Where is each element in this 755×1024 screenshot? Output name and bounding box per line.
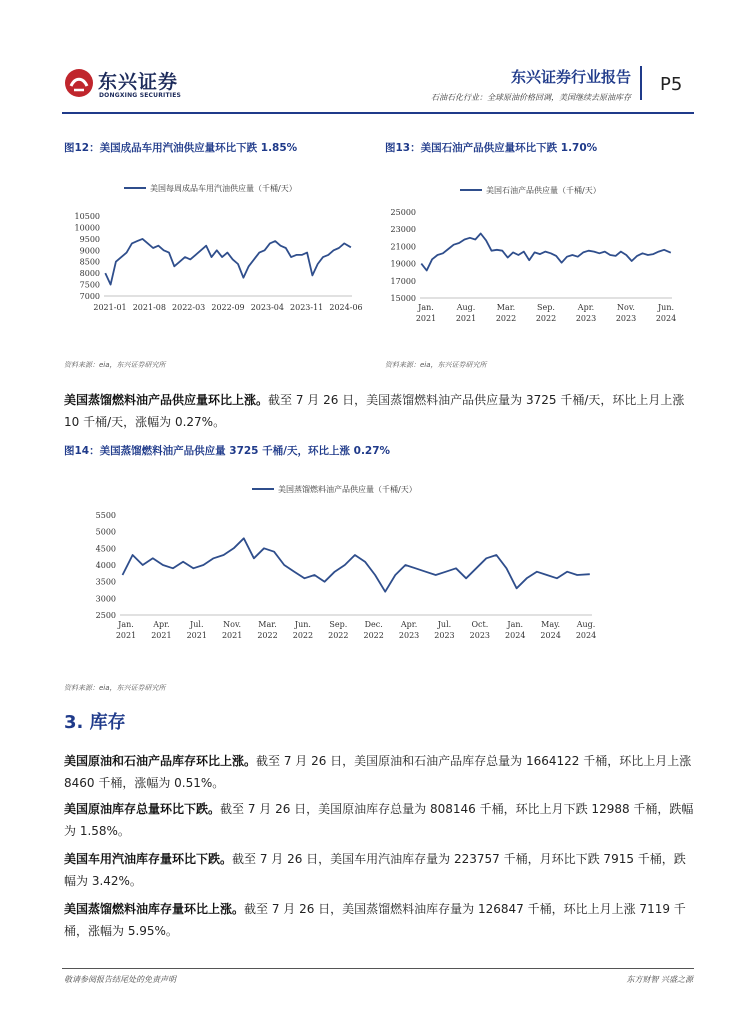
x-tick-label: 2022 <box>257 631 278 640</box>
y-tick-label: 21000 <box>390 242 416 252</box>
y-tick-label: 10000 <box>74 223 100 233</box>
series-line <box>105 239 351 285</box>
x-tick-label: 2021-01 <box>93 303 127 312</box>
y-tick-label: 2500 <box>95 611 116 620</box>
header-rule <box>62 112 694 114</box>
y-tick-label: 4500 <box>95 544 116 554</box>
x-tick-label: Aug. <box>576 620 596 629</box>
figure-12-caption: 图12：美国成品车用汽油供应量环比下跌 1.85% <box>64 142 298 154</box>
footer-disclaimer: 敬请参阅报告结尾处的免责声明 <box>64 975 176 984</box>
x-tick-label: Oct. <box>471 620 489 629</box>
figure-14-caption: 图14：美国蒸馏燃料油产品供应量 3725 千桶/天，环比上涨 0.27% <box>64 445 391 457</box>
x-tick-label: Jun. <box>657 303 675 312</box>
y-tick-label: 7500 <box>79 280 100 290</box>
y-tick-label: 5000 <box>95 527 116 537</box>
figure-12-chart <box>64 172 364 320</box>
y-tick-label: 9000 <box>79 246 100 256</box>
paragraph-body: 截至 7 月 26 日，美国原油库存总量为 808146 千桶，环比上月下跌 12988 千桶，跌幅为 1.58%。 <box>64 802 694 838</box>
paragraph-distillate-inventory <box>64 898 694 942</box>
figure-13-caption: 图13：美国石油产品供应量环比下跌 1.70% <box>385 142 598 154</box>
x-tick-label: 2024 <box>505 631 526 640</box>
x-tick-label: 2021 <box>151 631 172 640</box>
x-tick-label: 2021 <box>415 314 437 323</box>
figure-14-chart <box>64 475 604 647</box>
footer-slogan: 东方财智 兴盛之源 <box>626 975 693 984</box>
y-tick-label: 25000 <box>390 208 416 217</box>
x-tick-label: 2023 <box>434 631 455 640</box>
figure-14-source: 资料来源：eia，东兴证券研究所 <box>64 684 166 692</box>
y-tick-label: 17000 <box>390 276 416 286</box>
y-tick-label: 5500 <box>95 511 116 520</box>
paragraph-lead: 美国蒸馏燃料油库存量环比上涨。 <box>64 902 245 916</box>
x-tick-label: Apr. <box>400 620 418 629</box>
x-tick-label: 2023 <box>615 314 637 323</box>
y-tick-label: 9500 <box>79 234 100 244</box>
series-line <box>421 234 671 271</box>
y-tick-label: 19000 <box>390 259 416 269</box>
x-tick-label: Jun. <box>294 620 311 629</box>
legend-label: 美国每周成品车用汽油供应量（千桶/天） <box>150 184 297 193</box>
x-tick-label: Nov. <box>223 620 242 629</box>
x-tick-label: Jan. <box>418 303 434 312</box>
y-tick-label: 3500 <box>95 577 116 587</box>
figure-13-chart <box>380 172 680 332</box>
x-tick-label: Apr. <box>577 303 595 312</box>
series-line <box>123 538 590 591</box>
x-tick-label: Sep. <box>329 620 348 629</box>
x-tick-label: 2023 <box>398 631 420 640</box>
x-tick-label: Dec. <box>364 620 383 629</box>
y-tick-label: 8000 <box>79 269 100 279</box>
y-tick-label: 7000 <box>79 292 100 301</box>
x-tick-label: 2024 <box>540 631 561 640</box>
x-tick-label: 2022-03 <box>172 303 206 312</box>
x-tick-label: Apr. <box>153 620 170 629</box>
paragraph-body: 截至 7 月 26 日，美国车用汽油库存量为 223757 千桶，月环比下跌 7915 千桶，跌幅为 3.42%。 <box>64 852 686 888</box>
report-title: 东兴证券行业报告 <box>510 68 631 86</box>
legend-label: 美国石油产品供应量（千桶/天） <box>486 186 601 195</box>
figure-12-source: 资料来源：eia，东兴证券研究所 <box>64 361 166 369</box>
x-tick-label: 2024 <box>575 631 597 640</box>
x-tick-label: Aug. <box>456 303 476 312</box>
paragraph-gasoline-inventory <box>64 848 694 892</box>
x-tick-label: 2024-06 <box>329 303 363 312</box>
y-tick-label: 3000 <box>95 594 116 604</box>
y-tick-label: 10500 <box>74 212 100 221</box>
x-tick-label: Mar. <box>496 303 516 312</box>
x-tick-label: 2022 <box>328 631 349 640</box>
x-tick-label: 2021 <box>115 631 137 640</box>
y-tick-label: 8500 <box>79 257 100 267</box>
paragraph-total-inventory <box>64 750 694 794</box>
figure-13-source: 资料来源：eia，东兴证券研究所 <box>385 361 487 369</box>
page-number: P5 <box>660 74 683 95</box>
x-tick-label: Sep. <box>537 303 555 312</box>
x-tick-label: 2022 <box>535 314 557 323</box>
header-divider <box>640 66 642 100</box>
logo-subtext: DONGXING SECURITIES <box>99 92 182 99</box>
paragraph-lead: 美国原油库存总量环比下跌。 <box>64 802 221 816</box>
x-tick-label: 2022 <box>363 631 384 640</box>
y-tick-label: 23000 <box>390 225 416 235</box>
x-tick-label: Nov. <box>617 303 635 312</box>
x-tick-label: 2024 <box>655 314 677 323</box>
logo-icon <box>64 68 94 98</box>
x-tick-label: Jan. <box>118 620 134 629</box>
y-tick-label: 15000 <box>390 294 416 303</box>
x-tick-label: Mar. <box>258 620 277 629</box>
paragraph-distillate-supply <box>64 389 694 433</box>
section-title: 3. 库存 <box>64 712 126 733</box>
x-tick-label: 2022 <box>292 631 314 640</box>
paragraph-crude-inventory <box>64 798 694 842</box>
x-tick-label: 2022-09 <box>211 303 245 312</box>
x-tick-label: 2023 <box>469 631 491 640</box>
x-tick-label: 2023-11 <box>290 303 324 312</box>
x-tick-label: 2023 <box>575 314 597 323</box>
x-tick-label: 2021-08 <box>132 303 166 312</box>
paragraph-lead: 美国蒸馏燃料油产品供应量环比上涨。 <box>64 393 269 407</box>
paragraph-body: 截至 7 月 26 日，美国蒸馏燃料油库存量为 126847 千桶，环比上月上涨 7119 千桶，涨幅为 5.95%。 <box>64 902 686 938</box>
y-tick-label: 4000 <box>95 561 116 570</box>
paragraph-lead: 美国车用汽油库存量环比下跌。 <box>64 852 233 866</box>
x-tick-label: Jul. <box>190 620 204 629</box>
x-tick-label: May. <box>541 620 561 629</box>
logo-text: 东兴证券 <box>98 71 179 93</box>
x-tick-label: 2021 <box>455 314 477 323</box>
x-tick-label: Jul. <box>437 620 452 629</box>
paragraph-body: 截至 7 月 26 日，美国蒸馏燃料油产品供应量为 3725 千桶/天，环比上月上涨 10 千桶/天，涨幅为 0.27%。 <box>64 393 685 429</box>
report-subtitle: 石油石化行业：全球原油价格回调，美国继续去原油库存 <box>431 93 631 102</box>
paragraph-body: 截至 7 月 26 日，美国原油和石油产品库存总量为 1664122 千桶，环比上月上涨 8460 千桶，涨幅为 0.51%。 <box>64 754 692 790</box>
x-tick-label: 2021 <box>186 631 207 640</box>
x-tick-label: 2022 <box>495 314 517 323</box>
x-tick-label: Jan. <box>507 620 524 629</box>
x-tick-label: 2023-04 <box>250 303 284 312</box>
legend-label: 美国蒸馏燃料油产品供应量（千桶/天） <box>278 485 417 494</box>
footer-rule <box>62 968 694 969</box>
paragraph-lead: 美国原油和石油产品库存环比上涨。 <box>64 754 257 768</box>
x-tick-label: 2021 <box>221 631 243 640</box>
